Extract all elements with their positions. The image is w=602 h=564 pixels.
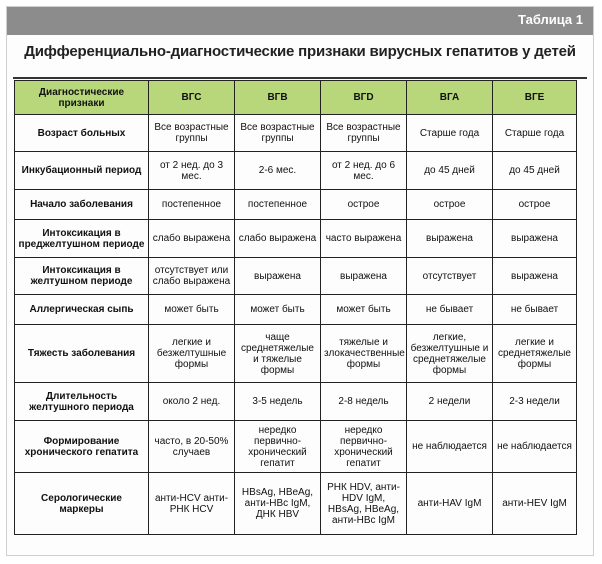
- row-label: Интоксикация в желтушном периоде: [15, 258, 149, 295]
- table-cell: Старше года: [407, 115, 493, 152]
- row-label: Инкубационный период: [15, 152, 149, 190]
- table-cell: часто, в 20-50% случаев: [149, 421, 235, 473]
- row-label: Серологические маркеры: [15, 473, 149, 535]
- table-cell: легкие, безжелтушные и среднетяжелые формы: [407, 325, 493, 383]
- table-cell: острое: [321, 190, 407, 220]
- table-cell: выражена: [493, 258, 577, 295]
- table-cell: до 45 дней: [493, 152, 577, 190]
- table-cell: анти-HEV IgM: [493, 473, 577, 535]
- table-row: [15, 115, 577, 152]
- table-cell: постепенное: [149, 190, 235, 220]
- table-cell: Все возрастные группы: [149, 115, 235, 152]
- table-cell: 2-8 недель: [321, 383, 407, 421]
- table-row: [15, 473, 577, 535]
- column-header: ВГС: [149, 81, 235, 115]
- header-row: [15, 81, 577, 115]
- page-title: Дифференциально-диагностические признаки вирусных гепатитов у детей: [24, 43, 576, 60]
- row-label: Возраст больных: [15, 115, 149, 152]
- table-cell: Старше года: [493, 115, 577, 152]
- table-cell: РНК HDV, анти-HDV IgM, HBsAg, HBeAg, анти-HBc IgM: [321, 473, 407, 535]
- table-cell: не бывает: [493, 295, 577, 325]
- table-cell: от 2 нед. до 6 мес.: [321, 152, 407, 190]
- row-label: Тяжесть заболевания: [15, 325, 149, 383]
- table-cell: 2 недели: [407, 383, 493, 421]
- table-cell: не наблюдается: [493, 421, 577, 473]
- table-cell: тяжелые и злокачественные формы: [321, 325, 407, 383]
- column-header: ВГВ: [235, 81, 321, 115]
- column-header: Диагностические признаки: [15, 81, 149, 115]
- table-cell: выражена: [235, 258, 321, 295]
- table-number: Таблица 1: [517, 12, 583, 27]
- table-cell: выражена: [407, 220, 493, 258]
- row-label: Начало заболевания: [15, 190, 149, 220]
- table-cell: не бывает: [407, 295, 493, 325]
- table-cell: чаще среднетяжелые и тяжелые формы: [235, 325, 321, 383]
- table-cell: HBsAg, HBeAg, анти-HBc IgM, ДНК HBV: [235, 473, 321, 535]
- row-label: Формирование хронического гепатита: [15, 421, 149, 473]
- table-cell: 2-6 мес.: [235, 152, 321, 190]
- table-cell: выражена: [493, 220, 577, 258]
- diagnostic-table: [14, 80, 577, 535]
- table-cell: острое: [493, 190, 577, 220]
- row-label: Аллергическая сыпь: [15, 295, 149, 325]
- table-row: [15, 421, 577, 473]
- table-cell: Все возрастные группы: [235, 115, 321, 152]
- table-cell: нередко первично-хронический гепатит: [321, 421, 407, 473]
- table-cell: может быть: [321, 295, 407, 325]
- table-cell: нередко первично-хронический гепатит: [235, 421, 321, 473]
- table-row: [15, 190, 577, 220]
- table-row: [15, 295, 577, 325]
- table-cell: часто выражена: [321, 220, 407, 258]
- table-cell: анти-HCV анти-РНК HCV: [149, 473, 235, 535]
- table-cell: отсутствует или слабо выражена: [149, 258, 235, 295]
- column-header: ВГЕ: [493, 81, 577, 115]
- column-header: ВГА: [407, 81, 493, 115]
- table-cell: 2-3 недели: [493, 383, 577, 421]
- table-cell: около 2 нед.: [149, 383, 235, 421]
- column-header: ВГD: [321, 81, 407, 115]
- table-cell: острое: [407, 190, 493, 220]
- table-cell: Все возрастные группы: [321, 115, 407, 152]
- table-cell: легкие и безжелтушные формы: [149, 325, 235, 383]
- table-cell: анти-HAV IgM: [407, 473, 493, 535]
- table-row: [15, 258, 577, 295]
- table-cell: не наблюдается: [407, 421, 493, 473]
- table-row: [15, 383, 577, 421]
- table-cell: от 2 нед. до 3 мес.: [149, 152, 235, 190]
- table-cell: до 45 дней: [407, 152, 493, 190]
- row-label: Интоксикация в преджелтушном периоде: [15, 220, 149, 258]
- table-cell: может быть: [235, 295, 321, 325]
- title-divider: [13, 77, 587, 79]
- table-cell: 3-5 недель: [235, 383, 321, 421]
- top-bar: [7, 7, 593, 35]
- table-row: [15, 325, 577, 383]
- table-row: [15, 152, 577, 190]
- table-row: [15, 220, 577, 258]
- table-cell: слабо выражена: [235, 220, 321, 258]
- table-cell: слабо выражена: [149, 220, 235, 258]
- table-cell: постепенное: [235, 190, 321, 220]
- table-cell: легкие и среднетяжелые формы: [493, 325, 577, 383]
- row-label: Длительность желтушного периода: [15, 383, 149, 421]
- table-cell: отсутствует: [407, 258, 493, 295]
- table-cell: выражена: [321, 258, 407, 295]
- table-cell: может быть: [149, 295, 235, 325]
